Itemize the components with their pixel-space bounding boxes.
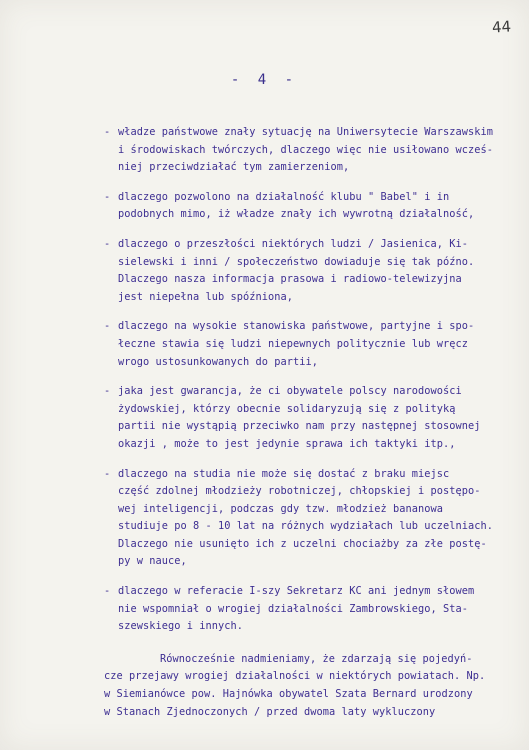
text-line: jaka jest gwarancja, że ci obywatele polscy narodowości xyxy=(118,385,462,398)
text-line: w Siemianówce pow. Hajnówka obywatel Szata Bernard urodzony xyxy=(104,688,473,701)
text-line: dlaczego w referacie I-szy Sekretarz KC ani jednym słowem xyxy=(118,585,475,598)
text-line: Równocześnie nadmieniamy, że zdarzają się pojedyń- xyxy=(160,652,473,665)
text-line: władze państwowe znały sytuację na Uniwersytecie Warszawskim xyxy=(118,126,493,138)
text-line: studiuje po 8 - 10 lat na różnych wydziałach lub uczelniach. xyxy=(118,520,493,533)
bullet-dash: - xyxy=(104,190,111,203)
bullet-dash: - xyxy=(104,585,111,598)
text-line: żydowskiej, którzy obecnie solidaryzują się z polityką xyxy=(118,402,456,415)
list-item xyxy=(104,318,524,371)
text-line: partii nie wystąpią przeciwko nam przy następnej stosownej xyxy=(118,420,481,433)
text-line: okazji , może to jest jedynie sprawa ich taktyki itp., xyxy=(118,437,456,450)
list-item xyxy=(104,383,524,453)
list-item xyxy=(104,236,524,306)
text-line: dlaczego na studia nie może się dostać z braku miejsc xyxy=(118,467,450,480)
text-line: łeczne stawia się ludzi niepewnych politycznie lub wręcz xyxy=(118,337,468,350)
text-line: dlaczego pozwolono na działalność klubu " Babel" i in xyxy=(118,190,450,203)
bullet-dash: - xyxy=(104,385,111,398)
bullet-dash: - xyxy=(104,126,111,138)
text-line: niej przeciwdziałać tym zamierzeniom, xyxy=(118,161,350,174)
text-line: dlaczego o przeszłości niektórych ludzi / Jasienica, Ki- xyxy=(118,237,468,250)
document-body xyxy=(104,124,524,721)
text-line: wrogo ustosunkowanych do partii, xyxy=(118,355,318,368)
text-line: dlaczego na wysokie stanowiska państwowe, partyjne i spo- xyxy=(118,320,475,333)
text-line: i środowiskach twórczych, dlaczego więc nie usiłowano wcześ- xyxy=(118,143,493,156)
question-list xyxy=(104,124,524,636)
text-line: podobnych mimo, iż władze znały ich wywrotną działalność, xyxy=(118,208,475,221)
list-item xyxy=(104,124,524,177)
text-line: sielewski i inni / społeczeństwo dowiaduje się tak późno. xyxy=(118,255,475,268)
text-line: nie wspomniał o wrogiej działalności Zambrowskiego, Sta- xyxy=(118,602,468,615)
page-number: - 4 - xyxy=(230,72,299,88)
text-line: Dlaczego nasza informacja prasowa i radiowo-telewizyjna xyxy=(118,273,462,286)
bullet-dash: - xyxy=(104,467,111,480)
text-line: szewskiego i innych. xyxy=(118,620,243,633)
bullet-dash: - xyxy=(104,320,111,333)
text-line: jest niepełna lub spóźniona, xyxy=(118,290,293,303)
list-item xyxy=(104,583,524,636)
text-line: część zdolnej młodzieży robotniczej, chłopskiej i postępo- xyxy=(118,485,481,498)
closing-paragraph xyxy=(104,651,524,721)
list-item xyxy=(104,466,524,572)
text-line: w Stanach Zjednoczonych / przed dwoma laty wykluczony xyxy=(104,705,436,718)
list-item xyxy=(104,189,524,224)
text-line: Dlaczego nie usunięto ich z uczelni chociażby za złe postę- xyxy=(118,537,487,550)
text-line: wej inteligencji, podczas gdy tzw. młodzież bananowa xyxy=(118,502,443,515)
archive-number: 44 xyxy=(491,17,512,37)
text-line: py w nauce, xyxy=(118,555,187,568)
bullet-dash: - xyxy=(104,237,111,250)
text-line: cze przejawy wrogiej działalności w niektórych powiatach. Np. xyxy=(104,670,486,683)
